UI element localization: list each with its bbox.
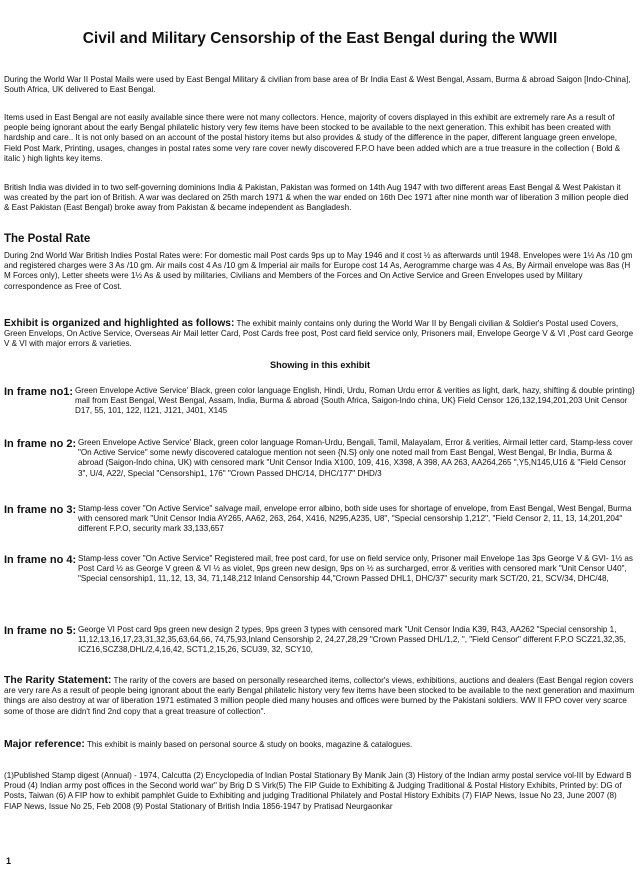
frame-3-label: In frame no 3: [4, 504, 77, 516]
intro-paragraph-1: During the World War II Postal Mails were used by East Bengal Military & civilian from base area of Br India East & West Bengal, Assam, Burma & abroad Saigon [Indo-China], South Africa, UK delivered to East Bengal. [4, 75, 631, 95]
frame-4-label: In frame no 4: [4, 554, 77, 566]
page-number: 1 [6, 856, 12, 866]
page-title: Civil and Military Censorship of the East Bengal during the WWII [82, 30, 558, 47]
rarity-heading: The Rarity Statement: [4, 675, 112, 686]
frame-2-label: In frame no 2: [4, 438, 77, 450]
frame-1-label: In frame no1: [4, 386, 74, 398]
postal-rate-heading: The Postal Rate [4, 233, 91, 245]
intro-paragraph-3: British India was divided in to two self-governing dominions India & Pakistan, Pakistan was formed on 14th Aug 1947 with two different areas East Bengal & West Pakistan it was created by the part ion of British. A war was declared on 25th march 1971 & when the war ended on 16th Dec 1971 after nine month war of liberation 3 million people died & East Pakistan (East Bengal) broke away from Pakistan & became independent as Bangladesh. [4, 183, 629, 213]
exhibit-organization-heading: Exhibit is organized and highlighted as follows: [4, 318, 235, 329]
frame-5-text: George VI Post card 9ps green new design 2 types, 9ps green 3 types with censored mark "Unit Censor India K39, R43, AA262 "Special censorship 1, 11,12,13,16,17,23,31,32,35,63,64,66, 74,75,93,Inland Censorship 2, 24,27,28,29 "Crown Passed DHL/1,2, ", "Field Censor" different F.P.O SCZ21,32,35, ICZ16,SCZ38,DHL/2,4,16,42, SCT1,2,15,26, SCU39, 32, SCY10, [78, 625, 626, 655]
postal-rate-text: During 2nd World War British Indies Postal Rates were: For domestic mail Post cards 9ps up to May 1946 and it cost ½ as afterwards until 1948. Envelopes were 1½ As /10 gm and registered charges were 3 As /10 gm. Air mails cost 4 As /10 gm & Imperial air mails for Europe cost 14 As, Aerogramme charge was 4 As, By Airmail envelope was 8as (H M Forces only), Letter sheets were 1½ As & used by militaries, Civilians and Members of the Forces and On Active Service and Green Envelopes used by Military correspondence as Free of Cost. [4, 251, 633, 291]
exhibit-organization-text: The exhibit mainly contains only during the World War II by Bengali civilian & Soldier's Postal used Covers, Green Envelops, On Active Service, Overseas Air Mail letter Card, Post Cards free post, Post card field service only, Prisoners mail, Envelope George V & VI ,Post card George V & VI with major errors & varieties. [4, 319, 634, 349]
exhibit-organization-paragraph [4, 319, 636, 350]
showing-heading: Showing in this exhibit [269, 360, 371, 370]
frame-5-label: In frame no 5: [4, 625, 77, 637]
major-reference-paragraph [4, 740, 636, 750]
frame-1-text: Green Envelope Active Service' Black, green color language English, Hindi, Urdu, Roman Urdu error & verities as light, dark, hazy, shifting & double printing} mail from East Bengal, West Bengal, Assam, India, Burma & abroad {South Africa, Saigon-Indo china, UK} Field Censor 126,132,194,201,203 Unit Censor D17, 55, 101, 122, I121, J121, J401, X145 [75, 386, 635, 416]
rarity-text: The rarity of the covers are based on personally researched items, collector's views, exhibitions, auctions and dealers (East Bengal region covers are very rare As a result of people being ignorant about the early Bengal philatelic history very few items have been stocked to be available to the next generation and maximum things are also destroy at war of liberation 1971 estimated 3 million people died many houses and offices were burned by the Pakistani soldiers. WW II FPO cover very scarce some of those are didn't find 2nd copy that a great treasure of collection". [4, 676, 635, 716]
rarity-paragraph [4, 676, 636, 717]
major-reference-heading: Major reference: [4, 739, 85, 750]
frame-2-text: Green Envelope Active Service' Black, green color language Roman-Urdu, Bengali, Tamil, Malayalam, Error & verities, Airmail letter card, Stamp-less cover "On Active Service" some newly discovered catalogue mention not seen {N.S} only one noted mail from East Bengal, West Bengal, Br India, Burma & abroad (Saigon-Indo china, UK) with censored mark "Unit Censor India X100, 109, 416, X398, A 398, AA 263, AA264,265 ",Y5,N145,U16 & "Field Censor 3", U/4, A22/, Special "Censorship1, 176" "Crown Passed DHC/14, DHC/177" DHD/3 [78, 438, 633, 478]
references-list: (1)Published Stamp digest (Annual) - 1974, Calcutta (2) Encyclopedia of Indian Postal Stationary By Manik Jain (3) History of the Indian army postal service vol-III by Edward B Proud (4) Indian army post offices in the Second world war" by Brig D S Virk(5) The FIP Guide to Exhibiting & Judging Traditional & Postal History Exhibits, Printed by: DG of Posts, Taiwan (6) A FIP how to exhibit pamphlet Guide to Exhibiting and judging Traditional Philately and Postal History Exhibits (7) FIAP News, Issue No 23, June 2007 (8) FIAP News, Issue No 25, Feb 2008 (9) Postal Stationary of British India 1856-1947 by Pratisad Neurgaonkar [4, 771, 632, 811]
frame-4-text: Stamp-less cover "On Active Service" Registered mail, free post card, for use on field service only, Prisoner mail Envelope 1as 3ps George V & GVI- 1½ as Post Card ½ as George V green & VI ½ as violet, 9ps green new design, 9ps on ½ as surcharged, error & verities with censored mark "Unit Censor U40", "Special censorship1, 11,.12, 13, 34, 71,148,212 Inland Censorship 44,"Crown Passed DHL1, DHC/37" security mark SCT/20, 21, SCV/34, DHC/48, [78, 554, 633, 584]
major-reference-text: This exhibit is mainly based on personal source & study on books, magazine & catalogues. [84, 740, 413, 749]
intro-paragraph-2: Items used in East Bengal are not easily available since there were not many collectors. Hence, majority of covers displayed in this exhibit are extremely rare As a result of people being ignorant about the early Bengal philatelic history very few items have been stocked to be available to the next generation. This exhibit has been created with hardship and care.. It is not only based on an account of the postal history items but also provides & study of the difference in the paper, different language green envelope, Field Post Mark, Printing, usages, changes in postal rates some very rare cover newly discovered F.P.O have been added which are a true treasure in the collection ( Bold & italic ) high lights key items. [4, 113, 621, 163]
frame-3-text: Stamp-less cover "On Active Service" salvage mail, envelope error albino, both side uses for shortage of envelope, from East Bengal, West Bengal, Burma with censored mark "Unit Censor India AY265, AA62, 263, 264, X416, N295,A235, U8", "Special censorship 1,212", "Field Censor 2, 11, 13, 14,201,204" different F.P.O, security mark 33,133,657 [78, 504, 632, 534]
